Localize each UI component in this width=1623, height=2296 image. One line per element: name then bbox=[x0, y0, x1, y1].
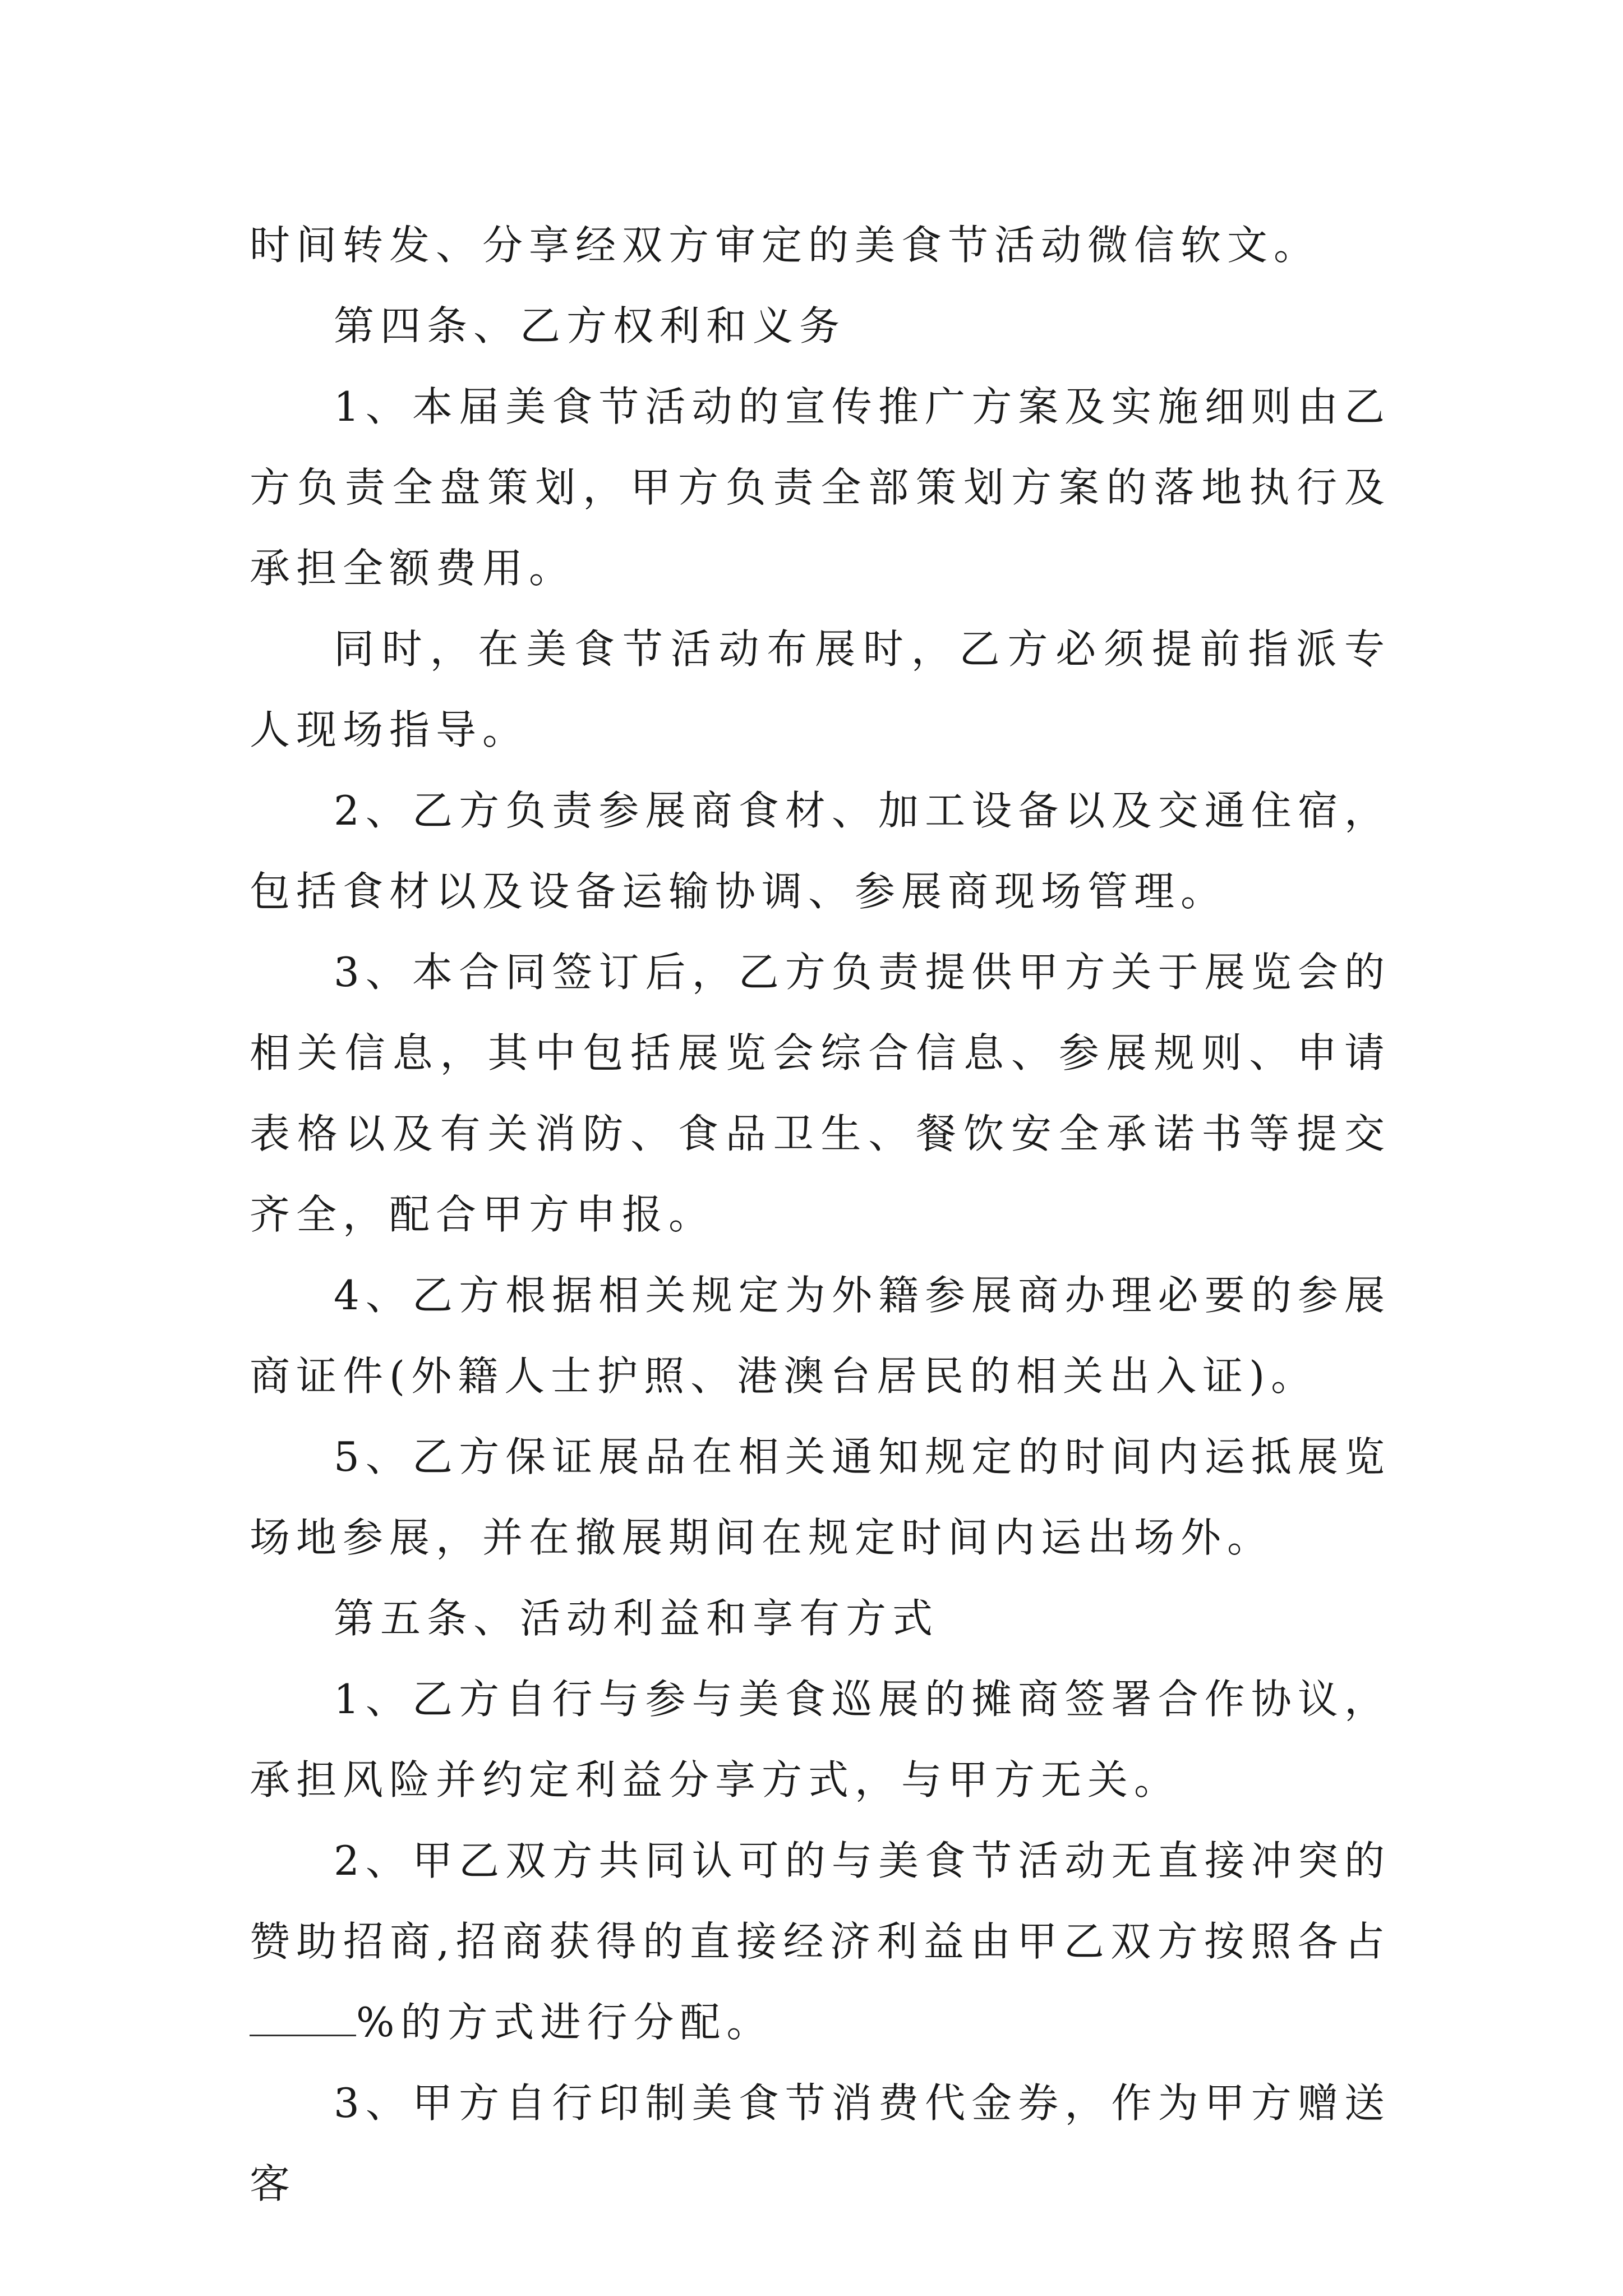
paragraph-4-3: 3、本合同签订后，乙方负责提供甲方关于展览会的相关信息，其中包括展览会综合信息、参展规则、申请表格以及有关消防、食品卫生、餐饮安全承诺书等提交齐全，配合甲方申报。 bbox=[250, 949, 1391, 1238]
paragraph-5-2 bbox=[250, 1820, 1391, 2063]
paragraph-5-2-before: 2、甲乙双方共同认可的与美食节活动无直接冲突的赞助招商,招商获得的直接经济利益由甲乙双方按照各占 bbox=[250, 1837, 1391, 1965]
paragraph-4-2: 2、乙方负责参展商食材、加工设备以及交通住宿，包括食材以及设备运输协调、参展商现场管理。 bbox=[250, 787, 1391, 915]
paragraph-4-1: 1、本届美食节活动的宣传推广方案及实施细则由乙方负责全盘策划，甲方负责全部策划方案的落地执行及承担全额费用。 bbox=[250, 383, 1391, 592]
paragraph-1: 时间转发、分享经双方审定的美食节活动微信软文。 bbox=[250, 222, 1321, 269]
paragraph-4-4: 4、乙方根据相关规定为外籍参展商办理必要的参展商证件(外籍人士护照、港澳台居民的相关出入证)。 bbox=[250, 1272, 1391, 1400]
paragraph-5-2-after: %的方式进行分配。 bbox=[356, 1999, 773, 2046]
document-body bbox=[250, 205, 1391, 2224]
paragraph-5-1: 1、乙方自行与参与美食巡展的摊商签署合作协议，承担风险并约定利益分享方式，与甲方无关。 bbox=[250, 1676, 1391, 1803]
paragraph-5-3: 3、甲方自行印制美食节消费代金券，作为甲方赠送客 bbox=[250, 2079, 1391, 2207]
paragraph-4-1-cont: 同时，在美食节活动布展时，乙方必须提前指派专人现场指导。 bbox=[250, 625, 1391, 753]
section-heading-4: 第四条、乙方权利和义务 bbox=[334, 302, 846, 349]
paragraph-4-5: 5、乙方保证展品在相关通知规定的时间内运抵展览场地参展，并在撤展期间在规定时间内运出场外。 bbox=[250, 1433, 1391, 1561]
fill-in-blank[interactable] bbox=[250, 2001, 356, 2036]
section-heading-5: 第五条、活动利益和享有方式 bbox=[334, 1595, 939, 1642]
